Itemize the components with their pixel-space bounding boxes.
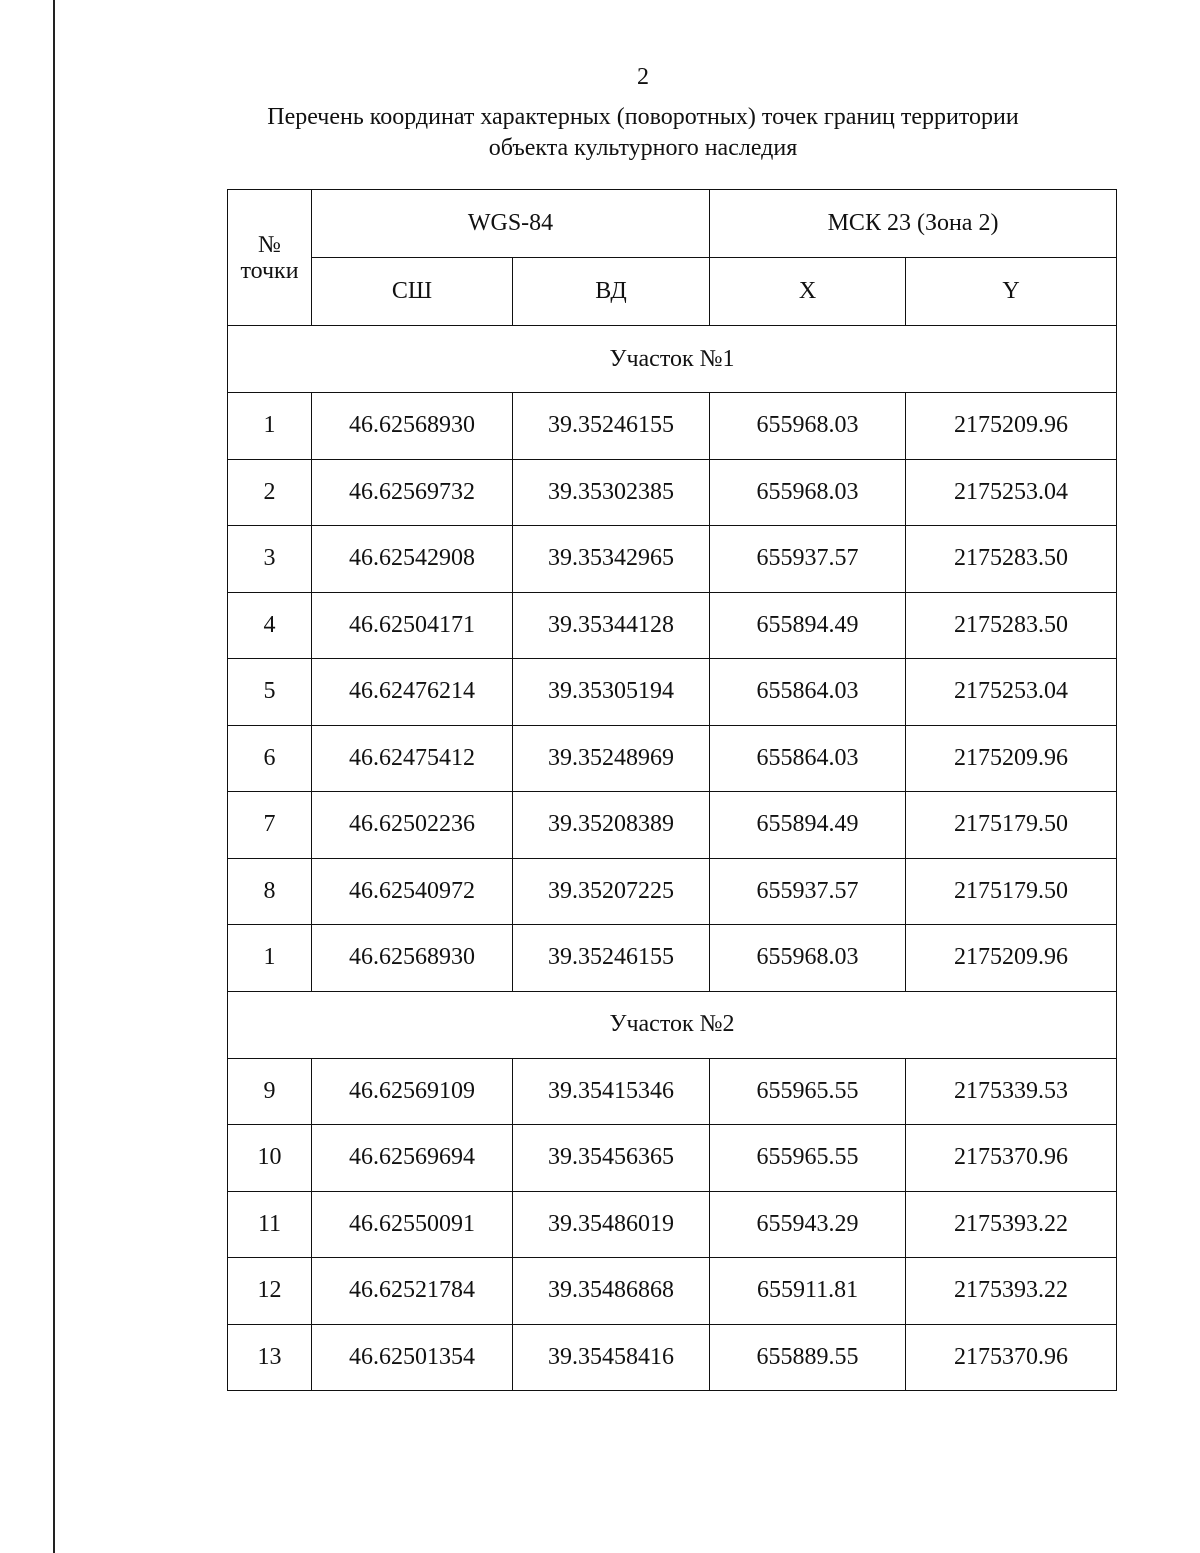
table-row bbox=[228, 1058, 1117, 1125]
table-row bbox=[228, 1125, 1117, 1192]
latitude-cell: 46.62502236 bbox=[312, 792, 513, 859]
latitude-cell: 46.62501354 bbox=[312, 1324, 513, 1391]
table-row bbox=[228, 725, 1117, 792]
point-number-cell: 12 bbox=[228, 1258, 312, 1325]
longitude-header: ВД bbox=[513, 258, 710, 326]
latitude-cell: 46.62568930 bbox=[312, 393, 513, 460]
table-row bbox=[228, 659, 1117, 726]
longitude-cell: 39.35486868 bbox=[513, 1258, 710, 1325]
table-row bbox=[228, 1324, 1117, 1391]
longitude-cell: 39.35344128 bbox=[513, 592, 710, 659]
point-number-cell: 11 bbox=[228, 1191, 312, 1258]
table-row bbox=[228, 526, 1117, 593]
point-number-cell: 2 bbox=[228, 459, 312, 526]
latitude-cell: 46.62504171 bbox=[312, 592, 513, 659]
x-cell: 655943.29 bbox=[710, 1191, 906, 1258]
table-row bbox=[228, 858, 1117, 925]
longitude-cell: 39.35486019 bbox=[513, 1191, 710, 1258]
section-row-2 bbox=[228, 991, 1117, 1058]
y-cell: 2175370.96 bbox=[906, 1125, 1117, 1192]
header-row-groups bbox=[228, 190, 1117, 258]
y-cell: 2175339.53 bbox=[906, 1058, 1117, 1125]
longitude-cell: 39.35246155 bbox=[513, 925, 710, 992]
point-number-cell: 6 bbox=[228, 725, 312, 792]
longitude-cell: 39.35342965 bbox=[513, 526, 710, 593]
point-number-header-line1: № bbox=[258, 231, 281, 258]
longitude-cell: 39.35246155 bbox=[513, 393, 710, 460]
y-cell: 2175393.22 bbox=[906, 1191, 1117, 1258]
msk23-group-header: МСК 23 (Зона 2) bbox=[710, 190, 1117, 258]
x-cell: 655968.03 bbox=[710, 925, 906, 992]
table-row bbox=[228, 792, 1117, 859]
y-cell: 2175209.96 bbox=[906, 725, 1117, 792]
x-cell: 655965.55 bbox=[710, 1125, 906, 1192]
y-cell: 2175179.50 bbox=[906, 858, 1117, 925]
latitude-cell: 46.62540972 bbox=[312, 858, 513, 925]
point-number-cell: 5 bbox=[228, 659, 312, 726]
y-cell: 2175370.96 bbox=[906, 1324, 1117, 1391]
latitude-cell: 46.62569694 bbox=[312, 1125, 513, 1192]
longitude-cell: 39.35207225 bbox=[513, 858, 710, 925]
section-row-1 bbox=[228, 326, 1117, 393]
title-line-1: Перечень координат характерных (поворотных) точек границ территории bbox=[267, 104, 1019, 130]
y-cell: 2175283.50 bbox=[906, 526, 1117, 593]
y-cell: 2175179.50 bbox=[906, 792, 1117, 859]
y-cell: 2175283.50 bbox=[906, 592, 1117, 659]
x-cell: 655968.03 bbox=[710, 393, 906, 460]
table-row bbox=[228, 925, 1117, 992]
x-cell: 655937.57 bbox=[710, 858, 906, 925]
left-margin-rule bbox=[53, 0, 55, 1553]
wgs84-group-header: WGS-84 bbox=[312, 190, 710, 258]
y-cell: 2175393.22 bbox=[906, 1258, 1117, 1325]
point-number-cell: 13 bbox=[228, 1324, 312, 1391]
latitude-cell: 46.62475412 bbox=[312, 725, 513, 792]
y-header: Y bbox=[906, 258, 1117, 326]
longitude-cell: 39.35415346 bbox=[513, 1058, 710, 1125]
section-label-1: Участок №1 bbox=[228, 326, 1117, 393]
latitude-cell: 46.62542908 bbox=[312, 526, 513, 593]
table-row bbox=[228, 1258, 1117, 1325]
x-cell: 655937.57 bbox=[710, 526, 906, 593]
title-line-2: объекта культурного наследия bbox=[488, 135, 798, 161]
table-row bbox=[228, 393, 1117, 460]
table-row bbox=[228, 1191, 1117, 1258]
y-cell: 2175209.96 bbox=[906, 393, 1117, 460]
latitude-cell: 46.62569109 bbox=[312, 1058, 513, 1125]
x-cell: 655864.03 bbox=[710, 659, 906, 726]
point-number-cell: 8 bbox=[228, 858, 312, 925]
point-number-cell: 4 bbox=[228, 592, 312, 659]
point-number-cell: 1 bbox=[228, 393, 312, 460]
latitude-cell: 46.62476214 bbox=[312, 659, 513, 726]
latitude-cell: 46.62569732 bbox=[312, 459, 513, 526]
latitude-cell: 46.62521784 bbox=[312, 1258, 513, 1325]
y-cell: 2175253.04 bbox=[906, 459, 1117, 526]
section-label-2: Участок №2 bbox=[228, 991, 1117, 1058]
point-number-cell: 9 bbox=[228, 1058, 312, 1125]
point-number-header bbox=[228, 190, 312, 326]
x-cell: 655894.49 bbox=[710, 792, 906, 859]
x-cell: 655894.49 bbox=[710, 592, 906, 659]
document-title bbox=[150, 102, 1136, 164]
latitude-cell: 46.62568930 bbox=[312, 925, 513, 992]
y-cell: 2175253.04 bbox=[906, 659, 1117, 726]
x-cell: 655889.55 bbox=[710, 1324, 906, 1391]
y-cell: 2175209.96 bbox=[906, 925, 1117, 992]
point-number-cell: 7 bbox=[228, 792, 312, 859]
coordinates-table bbox=[227, 189, 1117, 1391]
x-cell: 655968.03 bbox=[710, 459, 906, 526]
point-number-cell: 1 bbox=[228, 925, 312, 992]
point-number-cell: 10 bbox=[228, 1125, 312, 1192]
longitude-cell: 39.35305194 bbox=[513, 659, 710, 726]
x-cell: 655965.55 bbox=[710, 1058, 906, 1125]
latitude-cell: 46.62550091 bbox=[312, 1191, 513, 1258]
x-cell: 655864.03 bbox=[710, 725, 906, 792]
longitude-cell: 39.35456365 bbox=[513, 1125, 710, 1192]
longitude-cell: 39.35458416 bbox=[513, 1324, 710, 1391]
latitude-header: СШ bbox=[312, 258, 513, 326]
point-number-cell: 3 bbox=[228, 526, 312, 593]
header-row-columns bbox=[228, 258, 1117, 326]
longitude-cell: 39.35302385 bbox=[513, 459, 710, 526]
page-number: 2 bbox=[637, 64, 649, 90]
table-row bbox=[228, 459, 1117, 526]
x-cell: 655911.81 bbox=[710, 1258, 906, 1325]
point-number-header-line2: точки bbox=[240, 257, 299, 284]
longitude-cell: 39.35208389 bbox=[513, 792, 710, 859]
table-row bbox=[228, 592, 1117, 659]
x-header: X bbox=[710, 258, 906, 326]
longitude-cell: 39.35248969 bbox=[513, 725, 710, 792]
